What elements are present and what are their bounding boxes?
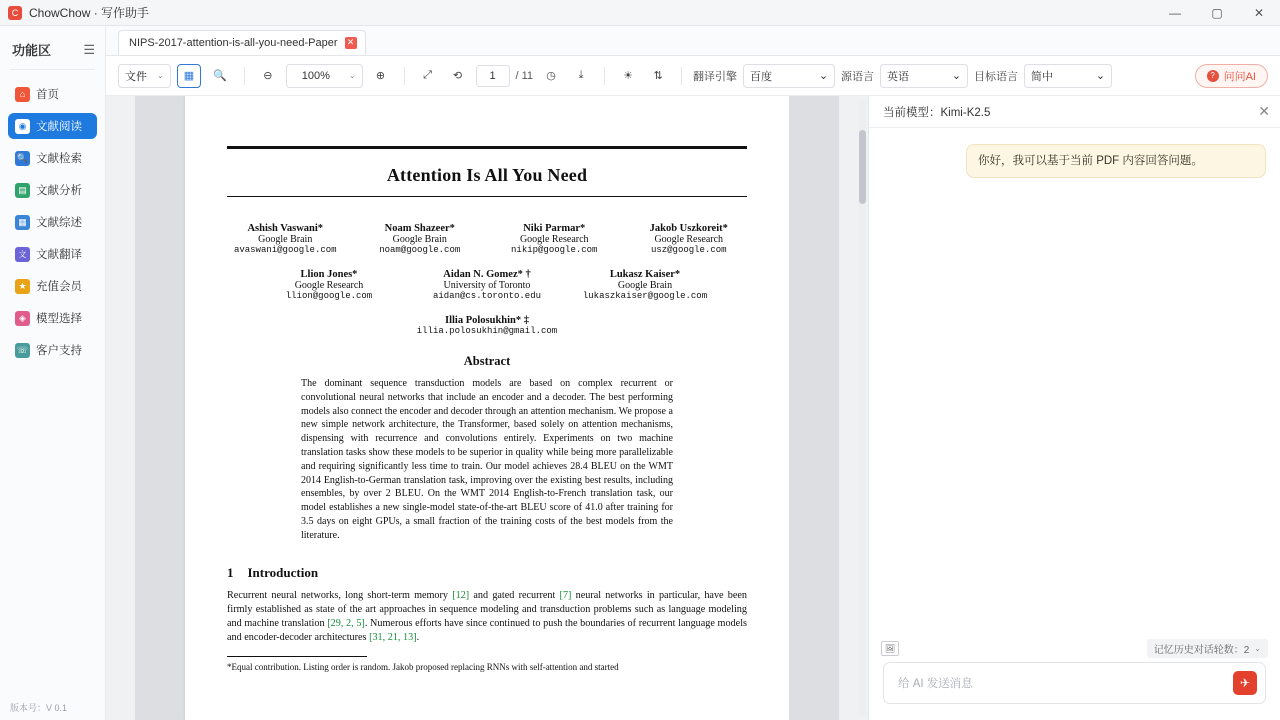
source-language-select[interactable]	[880, 64, 968, 88]
tab-close-icon[interactable]: ✕	[345, 37, 357, 49]
citation-link[interactable]: [12]	[452, 589, 470, 601]
author-block	[496, 223, 613, 255]
translate-engine-value: 百度	[750, 70, 773, 83]
close-button[interactable]: ✕	[1253, 5, 1265, 20]
sidebar	[0, 26, 106, 720]
chevron-down-icon: ⌄	[348, 71, 356, 80]
page-gutter-right	[789, 96, 839, 720]
toolbar-separator	[681, 67, 682, 85]
maximize-button[interactable]: ▢	[1211, 5, 1223, 20]
author-email: llion@google.com	[285, 291, 373, 301]
author-email: noam@google.com	[379, 245, 461, 255]
chat-header	[869, 96, 1280, 128]
rotate-icon[interactable]: ⟲	[446, 64, 470, 88]
author-name: Llion Jones*	[300, 269, 358, 280]
sidebar-header	[0, 34, 105, 69]
zoom-level-value: 100%	[301, 69, 330, 82]
author-affiliation: University of Toronto	[443, 280, 531, 291]
intro-text-1: Recurrent neural networks, long short-term memory	[227, 589, 453, 601]
scrollbar-thumb[interactable]	[859, 130, 866, 204]
sidebar-item-label: 文献检索	[36, 153, 82, 165]
sidebar-item-literature-reading[interactable]	[8, 113, 97, 139]
sidebar-item-literature-analysis[interactable]	[8, 177, 97, 203]
author-affiliation: Google Brain	[617, 280, 673, 291]
chat-toolbar	[869, 634, 1280, 662]
author-block	[265, 269, 393, 301]
thumbnail-view-button[interactable]: ▦	[177, 64, 201, 88]
toolbar-separator	[244, 67, 245, 85]
brightness-icon[interactable]: ☀	[616, 64, 640, 88]
author-email: lukaszkaiser@google.com	[582, 291, 708, 301]
ask-ai-label: 问问AI	[1223, 70, 1256, 83]
sidebar-item-support[interactable]	[8, 337, 97, 363]
ask-ai-button[interactable]	[1195, 64, 1268, 88]
scroll-mode-icon[interactable]: ⇅	[646, 64, 670, 88]
chat-messages	[869, 128, 1280, 634]
zoom-level-select[interactable]	[286, 64, 363, 88]
tab-document[interactable]	[118, 30, 366, 55]
author-block	[581, 269, 709, 301]
sidebar-item-literature-review[interactable]	[8, 209, 97, 235]
page-rule-top	[227, 146, 747, 149]
author-block	[631, 223, 748, 255]
history-icon[interactable]: ◷	[539, 64, 563, 88]
sidebar-item-label: 客户支持	[36, 345, 82, 357]
ai-chat-panel	[868, 96, 1280, 720]
send-button[interactable]: ✈	[1233, 671, 1257, 695]
author-affiliation: Google Research	[519, 234, 589, 245]
search-button[interactable]: 🔍	[207, 64, 233, 88]
star-icon: ★	[15, 279, 30, 294]
author-email: avaswani@google.com	[233, 245, 337, 255]
intro-paragraph	[227, 589, 747, 646]
intro-text-3: neural networks in particular, have been firmly established as state of the art approaches in sequence modeling and transduction problems such as language modeling and machine translation	[227, 589, 747, 630]
author-block	[227, 223, 344, 255]
footnote-text: *Equal contribution. Listing order is random. Jakob proposed replacing RNNs with self-attention and started	[227, 661, 619, 672]
image-upload-icon[interactable]: 🖼	[881, 641, 899, 656]
author-name: Lukasz Kaiser*	[609, 269, 681, 280]
author-name: Jakob Uszkoreit*	[649, 223, 728, 234]
translate-engine-label: 翻译引擎	[693, 70, 738, 83]
sidebar-item-membership[interactable]	[8, 273, 97, 299]
intro-text-4: . Numerous efforts have since continued to push the boundaries of recurrent language models and encoder-decoder architectures	[227, 618, 747, 644]
page-gutter-left	[135, 96, 185, 720]
file-menu-button[interactable]	[118, 64, 171, 88]
section-title: Introduction	[247, 564, 319, 580]
author-affiliation: Google Brain	[258, 234, 313, 245]
author-email: aidan@cs.toronto.edu	[432, 291, 542, 301]
author-affiliation: Google Research	[654, 234, 724, 245]
intro-text-2: and gated recurrent	[469, 589, 560, 601]
assistant-message: 你好，我可以基于当前 PDF 内容回答问题。	[966, 144, 1266, 178]
author-block	[417, 315, 557, 336]
authors-row-2	[227, 269, 747, 301]
review-icon: ▦	[15, 215, 30, 230]
chat-composer[interactable]	[883, 662, 1266, 704]
analysis-icon: ▤	[15, 183, 30, 198]
question-icon: ?	[1207, 70, 1219, 82]
author-block	[423, 269, 551, 301]
source-language-value: 英语	[887, 70, 910, 83]
author-name: Niki Parmar*	[523, 223, 586, 234]
headset-icon: ☏	[15, 343, 30, 358]
sidebar-item-label: 文献分析	[36, 185, 82, 197]
author-block	[362, 223, 479, 255]
app-body	[0, 26, 1280, 720]
paper-title: Attention Is All You Need	[386, 165, 588, 185]
chevron-down-icon: ⌄	[1095, 70, 1106, 82]
pdf-page	[185, 96, 789, 720]
author-name: Aidan N. Gomez* †	[443, 269, 531, 280]
sidebar-item-model-select[interactable]	[8, 305, 97, 331]
pdf-toolbar	[106, 56, 1280, 96]
sidebar-item-literature-search[interactable]	[8, 145, 97, 171]
author-email: nikip@google.com	[511, 245, 598, 255]
sidebar-divider	[10, 69, 95, 70]
toolbar-separator	[604, 67, 605, 85]
page-total-label: / 11	[515, 69, 534, 82]
pdf-viewer[interactable]	[106, 96, 868, 720]
book-icon: ◉	[15, 119, 30, 134]
footnote-rule	[227, 656, 367, 657]
file-menu-label: 文件	[125, 70, 147, 83]
intro-text-5: .	[416, 632, 420, 644]
citation-link[interactable]: [29, 2, 5]	[327, 618, 365, 630]
version-label: 版本号：V 0.1	[10, 703, 68, 713]
toolbar-separator	[404, 67, 405, 85]
author-name: Ashish Vaswani*	[247, 223, 324, 234]
sidebar-item-home[interactable]	[8, 81, 97, 107]
translate-icon: 文	[15, 247, 30, 262]
sidebar-item-literature-translate[interactable]	[8, 241, 97, 267]
sidebar-item-label: 文献阅读	[36, 121, 82, 133]
abstract-heading: Abstract	[463, 354, 511, 368]
sidebar-item-label: 充值会员	[36, 281, 82, 293]
page-number-input[interactable]: 1	[476, 65, 510, 87]
search-icon: 🔍	[15, 151, 30, 166]
translate-engine-select[interactable]	[743, 64, 835, 88]
chevron-down-icon: ⌄	[157, 71, 164, 80]
target-language-value: 简中	[1031, 70, 1054, 83]
chevron-down-icon: ⌄	[951, 70, 962, 82]
app-title: ChowChow · 写作助手	[29, 6, 150, 20]
author-affiliation: Google Brain	[392, 234, 447, 245]
author-name: Illia Polosukhin* ‡	[444, 315, 530, 326]
content-area	[106, 96, 1280, 720]
memory-rounds-label: 记忆历史对话轮数：2	[1153, 644, 1250, 656]
memory-rounds-select[interactable]	[1147, 639, 1268, 658]
author-email: illia.polosukhin@gmail.com	[416, 326, 558, 336]
sidebar-item-label: 模型选择	[36, 313, 82, 325]
home-icon: ⌂	[15, 87, 30, 102]
chat-input-placeholder[interactable]: 给 AI 发送消息	[898, 678, 973, 690]
abstract-text: The dominant sequence transduction models are based on complex recurrent or convolutional neural networks that include an encoder and a decoder. The best performing models also connect the encoder and decoder through an attention mechanism. We propose a new simple network architecture, the Transformer, based solely on attention mechanisms, dispensing with recurrence and convolutions entirely. Experiments on two machine translation tasks show these models to be superior in quality while being more parallelizable and requiring significantly less time to train. Our model achieves 28.4 BLEU on the WMT 2014 English-to-German translation task, improving over the existing best results, including ensembles, by over 2 BLEU. On the WMT 2014 English-to-French translation task, our model establishes a new single-model state-of-the-art BLEU score of 41.0 after training for 3.5 days on eight GPUs, a small fraction of the training costs of the best models from the literature.	[301, 378, 673, 541]
sidebar-item-label: 首页	[36, 89, 59, 101]
tab-strip	[106, 26, 1280, 56]
title-bar	[0, 0, 1280, 26]
chevron-down-icon: ⌄	[1254, 643, 1261, 653]
main-area	[106, 26, 1280, 720]
sidebar-item-label: 文献翻译	[36, 249, 82, 261]
authors-row-1	[227, 223, 747, 255]
zoom-in-button[interactable]: ⊕	[369, 64, 393, 88]
citation-link[interactable]: [31, 21, 13]	[369, 632, 417, 644]
minimize-button[interactable]: —	[1169, 5, 1181, 20]
page-rule-thin	[227, 196, 747, 197]
current-model-label: 当前模型：Kimi-K2.5	[883, 106, 991, 119]
authors-row-3	[227, 315, 747, 336]
source-language-label: 源语言	[841, 70, 875, 83]
hamburger-icon[interactable]: ☰	[83, 41, 95, 57]
window-controls	[1154, 0, 1280, 26]
target-language-label: 目标语言	[974, 70, 1019, 83]
section-number: 1	[227, 564, 234, 580]
zoom-out-button[interactable]: ⊖	[256, 64, 280, 88]
model-icon: ◈	[15, 311, 30, 326]
fit-page-icon[interactable]: ⤢	[416, 64, 440, 88]
chevron-down-icon: ⌄	[818, 70, 829, 82]
viewer-scrollbar[interactable]	[859, 100, 866, 716]
author-name: Noam Shazeer*	[384, 223, 455, 234]
close-icon[interactable]: ✕	[1258, 103, 1270, 119]
target-language-select[interactable]	[1024, 64, 1112, 88]
citation-link[interactable]: [7]	[559, 589, 572, 601]
sidebar-item-label: 文献综述	[36, 217, 82, 229]
download-icon[interactable]: ⤓	[569, 64, 593, 88]
app-logo-icon: C	[8, 6, 22, 20]
section-heading	[227, 565, 747, 581]
sidebar-title: 功能区	[12, 43, 52, 58]
author-email: usz@google.com	[650, 245, 727, 255]
author-affiliation: Google Research	[294, 280, 364, 291]
tab-label: NIPS-2017-attention-is-all-you-need-Paper	[129, 36, 338, 49]
